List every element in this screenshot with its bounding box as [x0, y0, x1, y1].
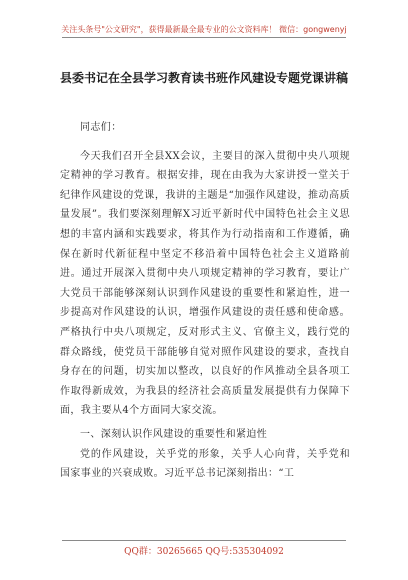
document-body — [60, 118, 350, 484]
section-heading: 一、深刻认识作风建设的重要性和紧迫性 — [80, 428, 268, 440]
salutation: 同志们： — [80, 122, 122, 133]
document-title: 县委书记在全县学习教育读书班作风建设专题党课讲稿 — [59, 71, 348, 85]
footer-divider — [62, 540, 346, 541]
page-footer — [0, 540, 408, 580]
body-paragraph: 今天我们召开全县XX会议，主要目的深入贯彻中央八项规定精神的学习教育。根据安排，现在由我为大家讲授一堂关于纪律作风建设的党课，我讲的主题是“加强作风建设，推动高质量发展”。我们要深刻理解X习近平新时代中国特色社会主义思想的丰富内涵和实践要求，将其作为行动指南和工作遵循，确保在新时代新征程中坚定不移沿着中国特色社会主义道路前进。通过开展深入贯彻中央八项规定精神的学习教育，要让广大党员干部能够深刻认识到作风建设的重要性和紧迫性，进一步提高对作风建设的认识，增强作风建设的责任感和使命感。严格执行中央八项规定，反对形式主义、官僚主义，践行党的群众路线，使党员干部能够自觉对照作风建设的要求，查找自身存在的问题，切实加以整改，以良好的作风推动全县各项工作取得新成效，为我县的经济社会高质量发展提供有力保障下面，我主要从4个方面同大家交流。 — [60, 150, 350, 417]
header-divider — [62, 37, 346, 38]
section-paragraph: 党的作风建设，关乎党的形象，关乎人心向背，关乎党和国家事业的兴衰成败。习近平总书记深刻指出：“工 — [60, 448, 350, 480]
page-header — [0, 0, 408, 58]
footer-contact: QQ群：30265665 QQ号:535304092 — [124, 547, 284, 557]
header-notice: 关注头条号"公文研究"，获得最新最全最专业的公文资料库！ 微信：gongwenyj — [61, 25, 347, 34]
